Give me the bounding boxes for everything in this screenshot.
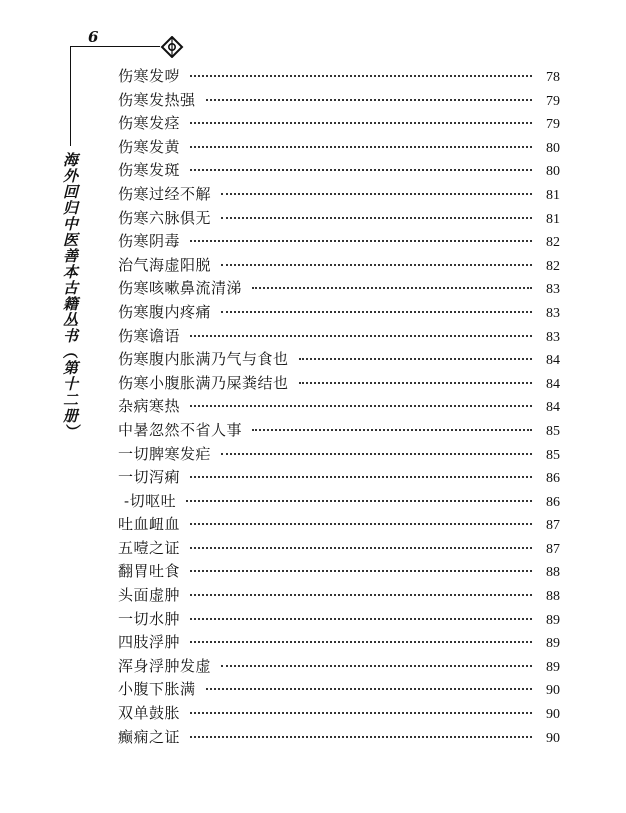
toc-entry xyxy=(118,490,560,514)
toc-entry xyxy=(118,230,560,254)
toc-entry xyxy=(118,277,560,301)
toc-entry xyxy=(118,372,560,396)
toc-entry xyxy=(118,183,560,207)
toc-entry xyxy=(118,348,560,372)
toc-entry xyxy=(118,608,560,632)
dot-leader xyxy=(299,358,532,360)
table-of-contents xyxy=(118,65,560,749)
toc-entry-title: 伤寒六脉俱无 xyxy=(118,208,212,227)
toc-entry-title: 癫痫之证 xyxy=(118,727,181,746)
dot-leader xyxy=(221,193,532,195)
dot-leader xyxy=(190,523,532,525)
toc-entry-page: 84 xyxy=(546,376,560,392)
toc-entry-page: 80 xyxy=(546,164,560,180)
dot-leader xyxy=(190,547,532,549)
toc-entry-page: 84 xyxy=(546,353,560,369)
toc-entry xyxy=(118,395,560,419)
toc-entry-page: 86 xyxy=(546,471,560,487)
dot-leader xyxy=(206,99,532,101)
toc-entry xyxy=(118,136,560,160)
header-rule xyxy=(70,46,160,47)
toc-entry-title: 双单鼓胀 xyxy=(118,704,181,723)
toc-entry-page: 89 xyxy=(546,636,560,652)
toc-entry-title: -切呕吐 xyxy=(124,491,177,510)
toc-entry-title: 翻胃吐食 xyxy=(118,562,181,581)
toc-entry-page: 81 xyxy=(546,211,560,227)
page-number: 6 xyxy=(88,28,99,46)
toc-entry-page: 86 xyxy=(546,494,560,510)
diamond-ornament-icon xyxy=(160,36,184,58)
dot-leader xyxy=(190,335,532,337)
toc-entry xyxy=(118,89,560,113)
dot-leader xyxy=(190,405,532,407)
toc-entry xyxy=(118,325,560,349)
toc-entry-page: 90 xyxy=(546,683,560,699)
toc-entry-page: 81 xyxy=(546,187,560,203)
toc-entry-page: 85 xyxy=(546,423,560,439)
dot-leader xyxy=(190,240,532,242)
toc-entry-page: 79 xyxy=(546,117,560,133)
toc-entry-page: 88 xyxy=(546,589,560,605)
dot-leader xyxy=(190,75,532,77)
dot-leader xyxy=(221,311,532,313)
toc-entry-page: 82 xyxy=(546,258,560,274)
toc-entry xyxy=(118,678,560,702)
toc-entry-title: 伤寒发痉 xyxy=(118,114,181,133)
toc-entry-page: 87 xyxy=(546,518,560,534)
toc-entry-page: 80 xyxy=(546,140,560,156)
toc-entry-title: 伤寒腹内胀满乃气与食也 xyxy=(118,350,289,369)
toc-entry xyxy=(118,584,560,608)
toc-entry-title: 伤寒腹内疼痛 xyxy=(118,302,212,321)
toc-entry-page: 90 xyxy=(546,730,560,746)
toc-entry xyxy=(118,702,560,726)
series-title: 海外回归中医善本古籍丛书（第十二册） xyxy=(61,152,79,440)
toc-entry xyxy=(118,301,560,325)
dot-leader xyxy=(190,169,532,171)
dot-leader xyxy=(190,122,532,124)
toc-entry xyxy=(118,631,560,655)
toc-entry-title: 一切水肿 xyxy=(118,609,181,628)
dot-leader xyxy=(299,382,532,384)
toc-entry-title: 伤寒谵语 xyxy=(118,326,181,345)
toc-entry-title: 伤寒小腹胀满乃屎粪结也 xyxy=(118,373,289,392)
toc-entry xyxy=(118,159,560,183)
toc-entry-title: 头面虚肿 xyxy=(118,586,181,605)
toc-entry-title: 浑身浮肿发虚 xyxy=(118,656,212,675)
dot-leader xyxy=(190,736,532,738)
toc-entry-page: 84 xyxy=(546,400,560,416)
dot-leader xyxy=(190,712,532,714)
toc-entry xyxy=(118,443,560,467)
toc-entry-page: 83 xyxy=(546,282,560,298)
dot-leader xyxy=(252,287,532,289)
toc-entry-title: 中暑忽然不省人事 xyxy=(118,420,243,439)
toc-entry-title: 四肢浮肿 xyxy=(118,633,181,652)
toc-entry xyxy=(118,513,560,537)
toc-entry xyxy=(118,466,560,490)
toc-entry-page: 83 xyxy=(546,329,560,345)
toc-entry-title: 吐血衄血 xyxy=(118,515,181,534)
toc-entry xyxy=(118,207,560,231)
toc-entry-title: 一切脾寒发疟 xyxy=(118,444,212,463)
toc-entry-title: 伤寒发斑 xyxy=(118,161,181,180)
toc-entry xyxy=(118,560,560,584)
toc-entry-page: 87 xyxy=(546,541,560,557)
toc-entry xyxy=(118,726,560,750)
toc-entry-page: 83 xyxy=(546,305,560,321)
toc-entry xyxy=(118,254,560,278)
toc-entry-title: 伤寒发哕 xyxy=(118,67,181,85)
toc-entry xyxy=(118,112,560,136)
toc-entry-title: 伤寒咳嗽鼻流清涕 xyxy=(118,279,243,298)
side-rule xyxy=(70,46,71,146)
dot-leader xyxy=(190,618,532,620)
toc-entry-title: 杂病寒热 xyxy=(118,397,181,416)
toc-entry-title: 伤寒发黄 xyxy=(118,137,181,156)
toc-entry xyxy=(118,537,560,561)
toc-entry-title: 一切泻痢 xyxy=(118,468,181,487)
dot-leader xyxy=(190,476,532,478)
dot-leader xyxy=(186,500,532,502)
toc-entry-title: 五噎之证 xyxy=(118,538,181,557)
toc-entry-title: 伤寒过经不解 xyxy=(118,184,212,203)
toc-entry-page: 85 xyxy=(546,447,560,463)
toc-entry xyxy=(118,65,560,89)
dot-leader xyxy=(190,641,532,643)
toc-entry-page: 78 xyxy=(546,70,560,85)
toc-entry-title: 伤寒阴毒 xyxy=(118,232,181,251)
dot-leader xyxy=(190,146,532,148)
toc-entry-page: 89 xyxy=(546,612,560,628)
dot-leader xyxy=(221,453,532,455)
toc-entry-title: 治气海虚阳脱 xyxy=(118,255,212,274)
toc-entry-page: 89 xyxy=(546,659,560,675)
dot-leader xyxy=(190,594,532,596)
toc-entry-page: 82 xyxy=(546,235,560,251)
toc-entry xyxy=(118,419,560,443)
toc-entry-title: 伤寒发热强 xyxy=(118,90,196,109)
dot-leader xyxy=(206,688,532,690)
dot-leader xyxy=(221,665,532,667)
dot-leader xyxy=(221,264,532,266)
dot-leader xyxy=(190,570,532,572)
toc-entry xyxy=(118,655,560,679)
toc-entry-page: 90 xyxy=(546,707,560,723)
dot-leader xyxy=(252,429,532,431)
toc-entry-page: 79 xyxy=(546,93,560,109)
toc-entry-title: 小腹下胀满 xyxy=(118,680,196,699)
dot-leader xyxy=(221,217,532,219)
toc-entry-page: 88 xyxy=(546,565,560,581)
